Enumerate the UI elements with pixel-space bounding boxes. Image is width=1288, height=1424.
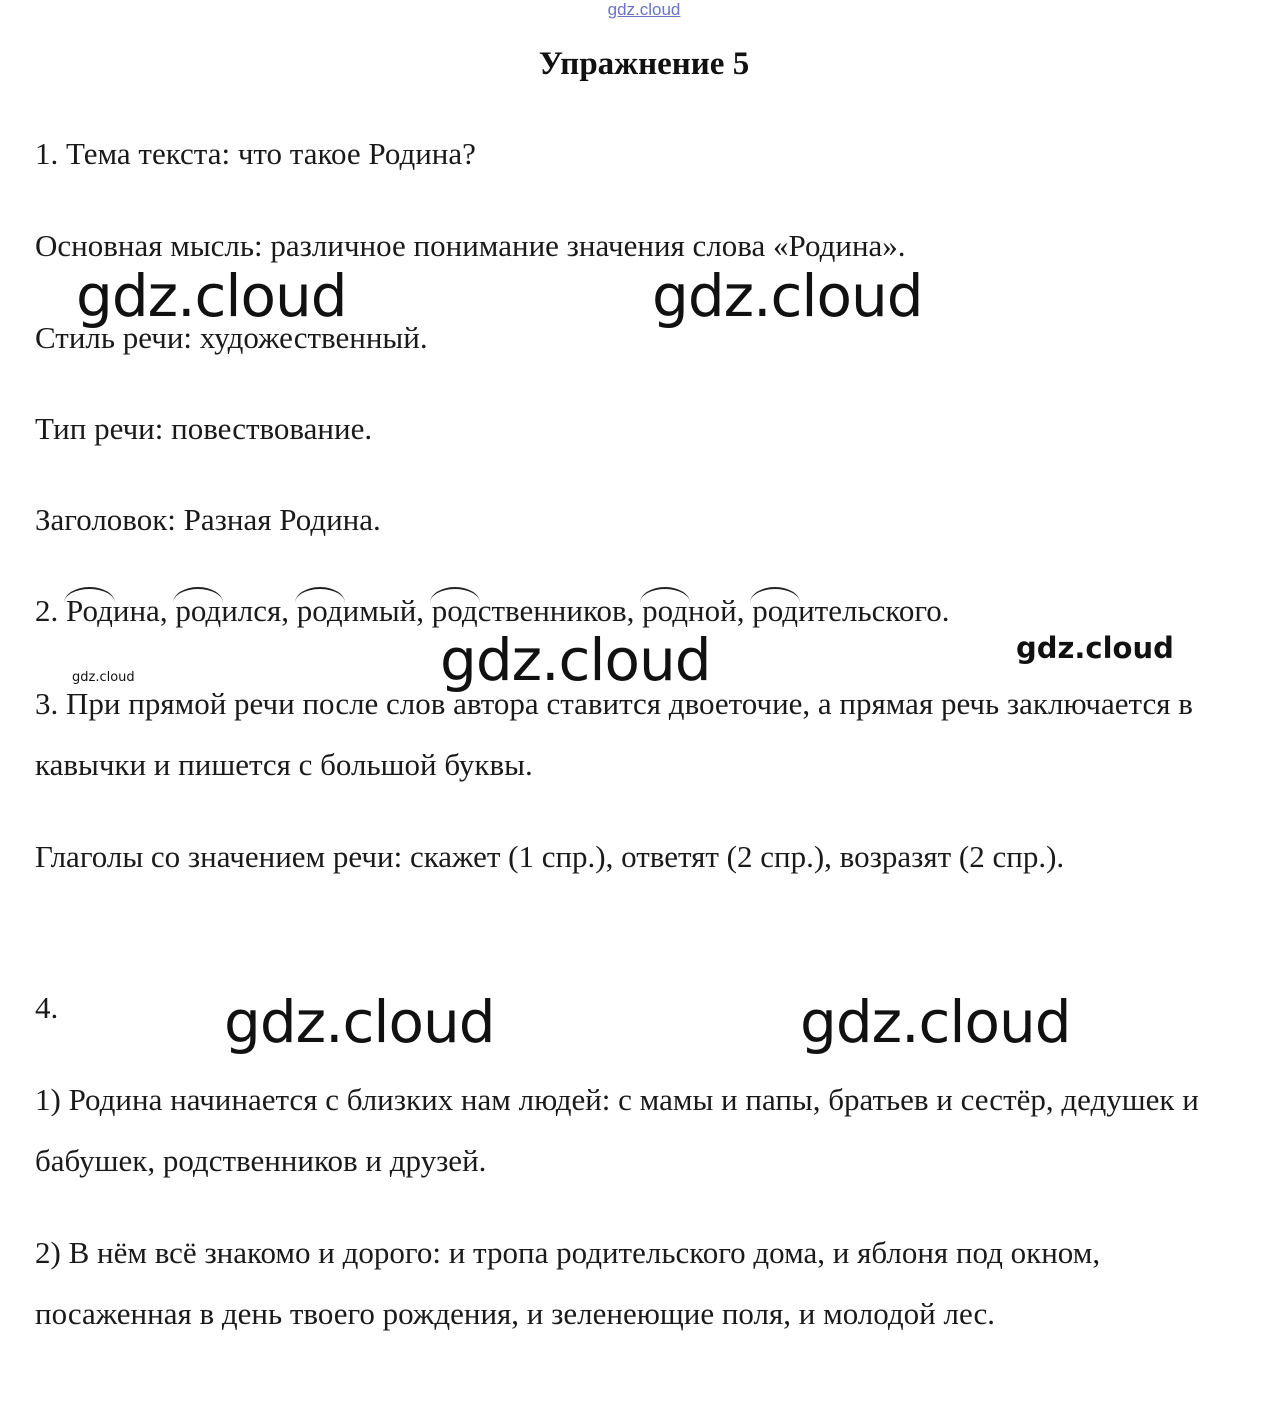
watermark: gdz.cloud — [1016, 631, 1174, 665]
speech-verbs-paragraph: Глаголы со значением речи: скажет (1 спр.), ответят (2 спр.), возразят (2 спр.). — [35, 839, 1065, 874]
root-word — [175, 593, 281, 628]
item4-paragraph-1: 1) Родина начинается с близких нам людей: с мамы и папы, братьев и сестёр, дедушек и бабушек, родственников и друзей. — [35, 1082, 1199, 1178]
word-ending: ительского — [798, 593, 942, 628]
root-word — [432, 593, 627, 628]
root-arc-mark — [750, 587, 800, 603]
root-word — [752, 593, 942, 628]
root-word — [66, 593, 160, 628]
root-word — [297, 593, 417, 628]
word-root: род — [432, 593, 478, 629]
root-arc-mark — [173, 587, 223, 603]
item4-paragraph-2: 2) В нём всё знакомо и дорого: и тропа родительского дома, и яблоня под окном, посаженная в день твоего рождения, и зеленеющие поля, и молодой лес. — [35, 1235, 1101, 1331]
direct-speech-paragraph: 3. При прямой речи после слов автора ставится двоеточие, а прямая речь заключается в кавычки и пишется с большой буквы. — [35, 686, 1193, 782]
word-ending: ственников — [477, 593, 627, 628]
page-title: Упражнение 5 — [538, 46, 750, 82]
word-ending: ина — [112, 593, 160, 628]
root-arc-mark — [640, 587, 690, 603]
word-root: род — [642, 593, 688, 629]
watermark: gdz.cloud — [72, 670, 135, 685]
word-root: род — [175, 593, 221, 629]
type-line: Тип речи: повествование. — [35, 411, 373, 446]
root-arc-mark — [295, 587, 345, 603]
word-ending: имый — [342, 593, 417, 628]
root-arc-mark — [64, 587, 115, 603]
heading-line: Заголовок: Разная Родина. — [35, 502, 381, 537]
roots-number: 2. — [35, 593, 59, 628]
item4-number: 4. — [35, 990, 59, 1025]
watermark: gdz.cloud — [440, 626, 711, 694]
theme-line: 1. Тема текста: что такое Родина? — [35, 136, 476, 171]
word-ending: ной — [688, 593, 737, 628]
watermark: gdz.cloud — [76, 262, 347, 330]
root-arc-mark — [430, 587, 480, 603]
word-ending: ился — [221, 593, 282, 628]
roots-line — [35, 593, 950, 629]
word-root: Род — [66, 593, 113, 629]
style-line: Стиль речи: художественный. — [35, 320, 428, 355]
watermark: gdz.cloud — [224, 988, 495, 1056]
source-watermark-link: gdz.cloud — [607, 0, 681, 19]
word-root: род — [297, 593, 343, 629]
root-word — [642, 593, 737, 628]
watermark: gdz.cloud — [652, 262, 923, 330]
watermark: gdz.cloud — [800, 988, 1071, 1056]
main-idea-line: Основная мысль: различное понимание значения слова «Родина». — [35, 228, 906, 263]
word-root: род — [752, 593, 798, 629]
roots-words: Род ина, род ился, род имый, род ственников, род ной, род ительского. — [66, 593, 950, 628]
